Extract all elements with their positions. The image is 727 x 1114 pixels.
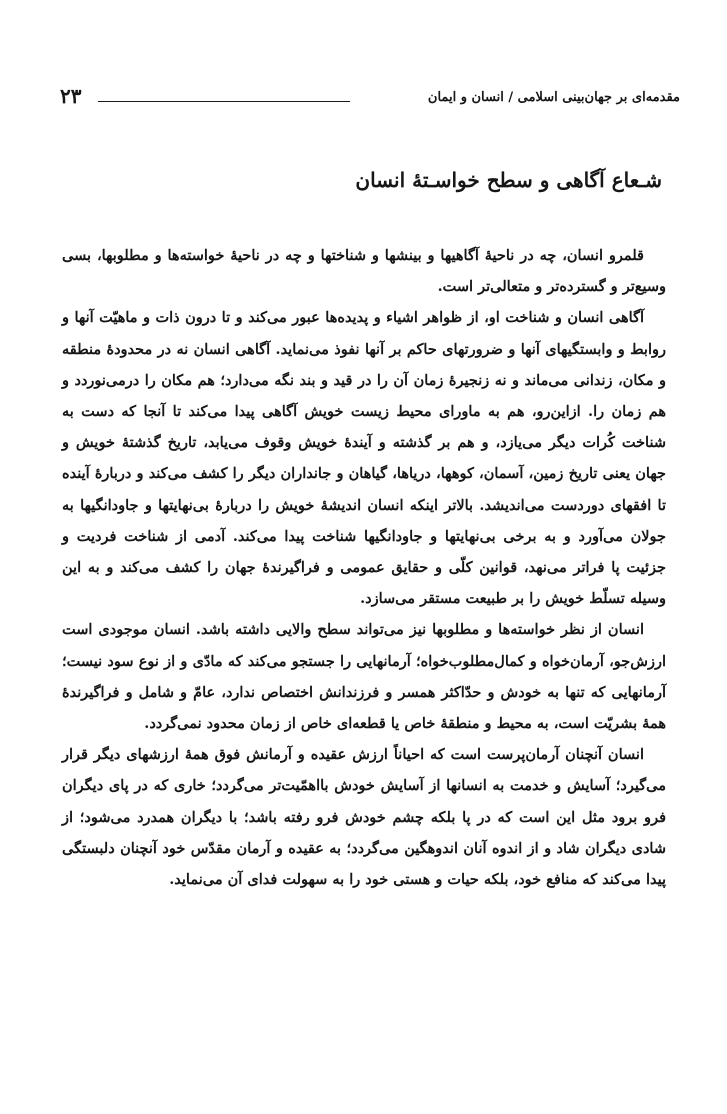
body-text xyxy=(62,240,666,895)
running-head-rule xyxy=(98,101,350,102)
paragraph: انسان از نظر خواسته‌ها و مطلوبها نیز می‌تواند سطح والایی داشته باشد. انسان موجودی است ارزش‌جو، آرمان‌خواه و کمال‌مطلوب‌خواه؛ آرمانهایی را جستجو می‌کند که مادّی و از نوع سود نیست؛ آرمانهایی که تنها به خودش و حدّاکثر همسر و فرزندانش اختصاص ندارد، عامّ و شامل و فراگیرندهٔ همهٔ بشریّت است، به محیط و منطقهٔ خاص یا قطعه‌ای خاص از زمان محدود نمی‌گردد. xyxy=(62,621,666,733)
page-number: ۲۳ xyxy=(60,84,82,108)
paragraph: آگاهی انسان و شناخت او، از ظواهر اشیاء و پدیده‌ها عبور می‌کند و تا درون ذات و ماهیّت آنها و روابط و وابستگیهای آنها و ضرورتهای حاکم بر آنها نفوذ می‌نماید. آگاهی انسان نه در محدودهٔ منطقه و مکان، زندانی می‌ماند و نه زنجیرهٔ زمان آن را در قید و بند نگه می‌دارد؛ هم مکان را درمی‌نوردد و هم زمان را. ازاین‌رو، هم به ماورای محیط زیست خویش آگاهی پیدا می‌کند تا آنجا که دست به شناخت کُرات دیگر می‌یازد، و هم بر گذشته و آیندهٔ خویش وقوف می‌یابد، تاریخ گذشتهٔ خویش و جهان یعنی تاریخ زمین، آسمان، کوهها، دریاها، گیاهان و جانداران دیگر را کشف می‌کند و دربارهٔ آینده تا افقهای دوردست می‌اندیشد. بالاتر اینکه انسان اندیشهٔ خویش را دربارهٔ بی‌نهایتها و جاودانگیها به جولان می‌آورد و به برخی بی‌نهایتها و جاودانگیها شناخت پیدا می‌کند. آدمی از شناخت فردیت و جزئیت پا فراتر می‌نهد، قوانین کلّی و حقایق عمومی و فراگیرندهٔ جهان را کشف می‌کند و به این وسیله تسلّط خویش را بر طبیعت مستقر می‌سازد. xyxy=(62,309,666,608)
paragraph: قلمرو انسان، چه در ناحیهٔ آگاهیها و بینشها و شناختها و چه در ناحیهٔ خواسته‌ها و مطلوبها، بسی وسیع‌تر و گسترده‌تر و متعالی‌تر است. xyxy=(62,247,666,296)
running-head xyxy=(60,84,680,114)
section-title: شـعاع آگاهی و سطح خواسـتهٔ انسان xyxy=(355,168,662,192)
running-head-title: مقدمه‌ای بر جهان‌بینی اسلامی / انسان و ایمان xyxy=(427,90,680,105)
paragraph: انسان آنچنان آرمان‌پرست است که احیاناً ارزش عقیده و آرمانش فوق همهٔ ارزشهای دیگر قرار می‌گیرد؛ آسایش و خدمت به انسانها از آسایش خودش بااهمّیت‌تر می‌گردد؛ خاری که در پای دیگران فرو برود مثل این است که در پا بلکه چشم خودش فرو رفته باشد؛ با دیگران همدرد می‌شود؛ از شادی دیگران شاد و از اندوه آنان اندوهگین می‌گردد؛ به عقیده و آرمان مقدّس خود آنچنان دلبستگی پیدا می‌کند که منافع خود، بلکه حیات و هستی خود را به سهولت فدای آن می‌نماید. xyxy=(62,746,666,889)
